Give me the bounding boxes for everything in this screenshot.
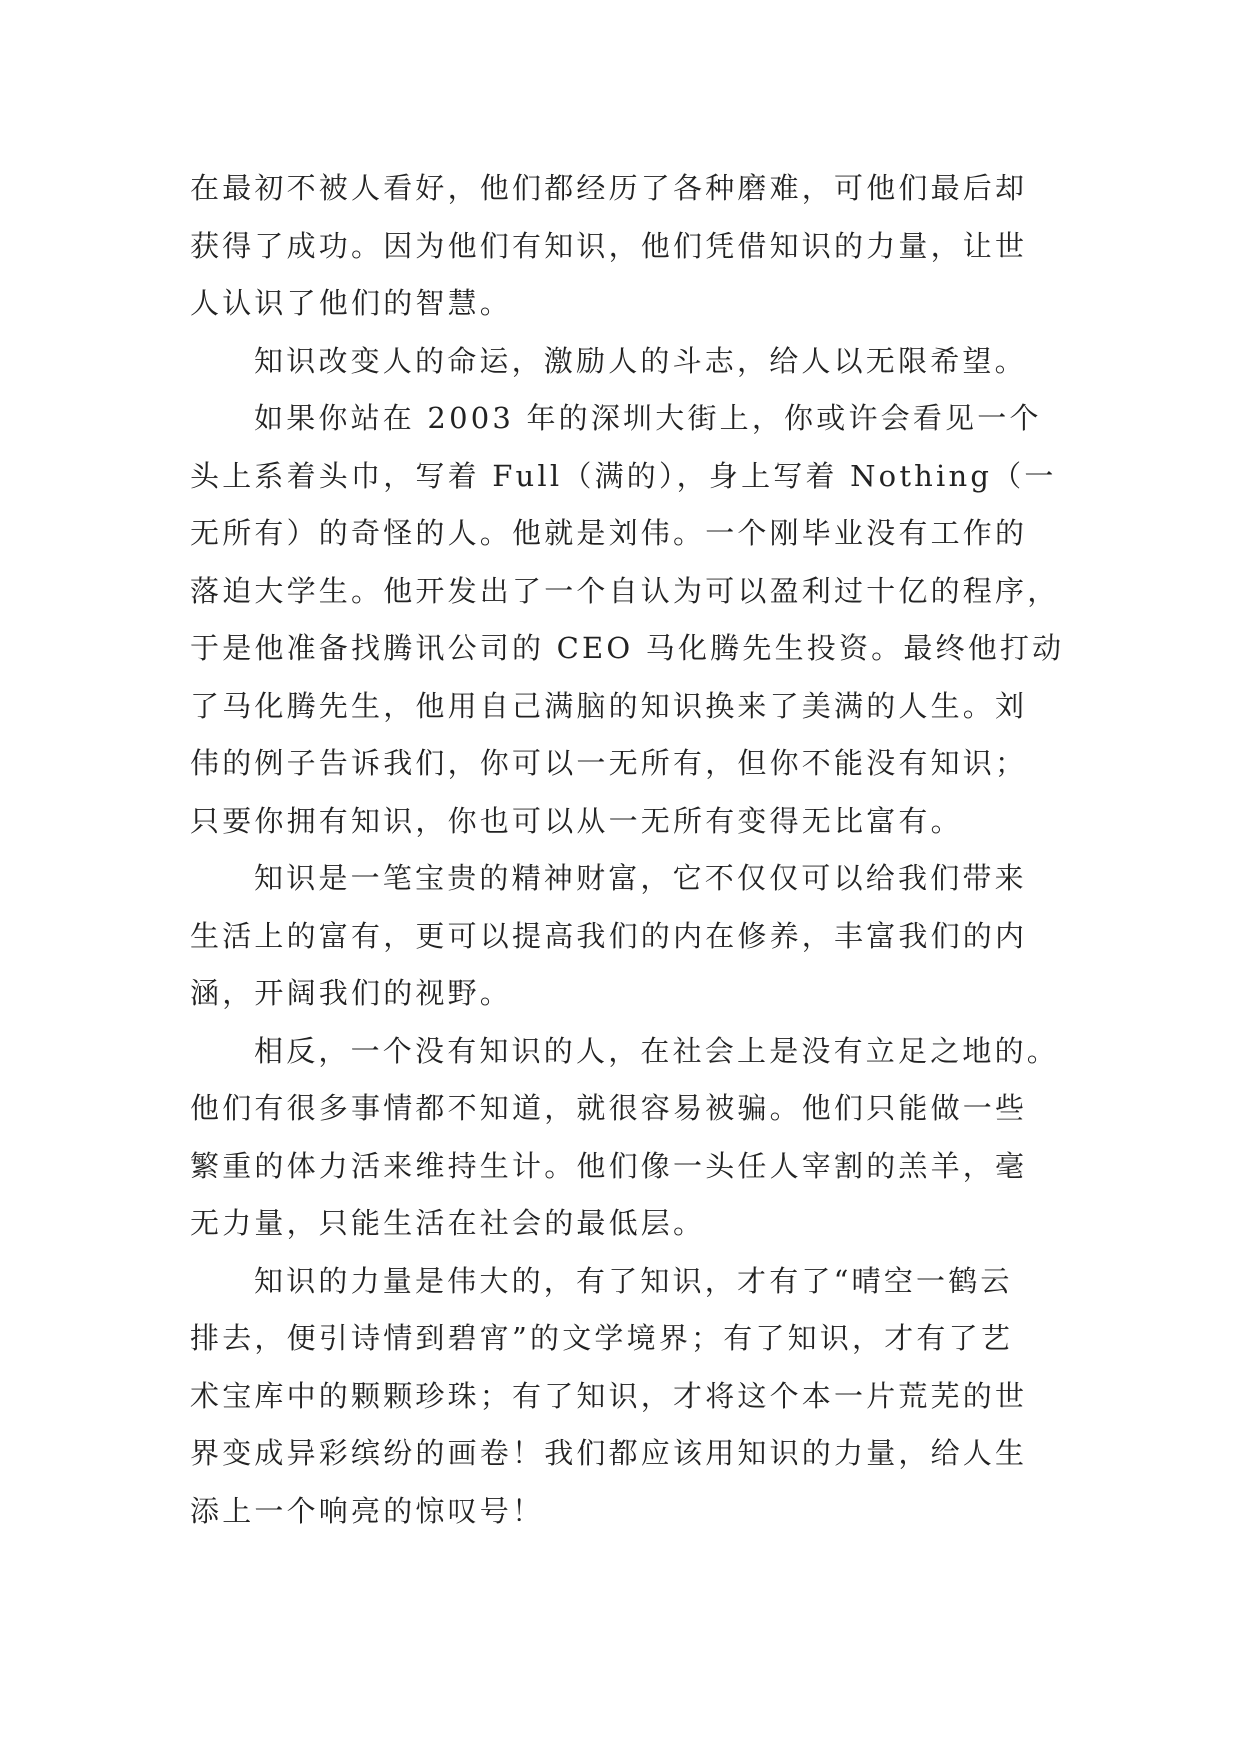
text-line: 获得了成功。因为他们有知识，他们凭借知识的力量，让世 [190, 228, 1028, 263]
text-line: 生活上的富有，更可以提高我们的内在修养，丰富我们的内 [190, 918, 1028, 953]
text-line: 无力量，只能生活在社会的最低层。 [190, 1206, 706, 1240]
text-line: 界变成异彩缤纷的画卷！我们都应该用知识的力量，给人生 [190, 1436, 1028, 1470]
body-text [190, 160, 1070, 1540]
text-line: 伟的例子告诉我们，你可以一无所有，但你不能没有知识； [190, 746, 1028, 780]
text-line: 他们有很多事情都不知道，就很容易被骗。他们只能做一些 [190, 1091, 1028, 1125]
text-line: 繁重的体力活来维持生计。他们像一头任人宰割的羔羊，毫 [190, 1148, 1028, 1183]
text-line: 术宝库中的颗颗珍珠；有了知识，才将这个本一片荒芜的世 [190, 1378, 1028, 1413]
text-line: 了马化腾先生，他用自己满脑的知识换来了美满的人生。刘 [190, 688, 1028, 723]
text-line: 知识的力量是伟大的，有了知识，才有了“晴空一鹤云 [254, 1263, 1013, 1298]
text-line: 知识是一笔宝贵的精神财富，它不仅仅可以给我们带来 [254, 861, 1027, 895]
text-line: 人认识了他们的智慧。 [190, 286, 513, 320]
text-line: 添上一个响亮的惊叹号！ [190, 1493, 545, 1528]
text-line: 于是他准备找腾讯公司的 CEO 马化腾先生投资。最终他打动 [190, 631, 1065, 665]
text-line: 只要你拥有知识，你也可以从一无所有变得无比富有。 [190, 803, 963, 838]
text-line: 头上系着头巾，写着 Full（满的），身上写着 Nothing（一 [190, 458, 1057, 493]
text-line: 知识改变人的命运，激励人的斗志，给人以无限希望。 [254, 343, 1027, 378]
text-line: 相反，一个没有知识的人，在社会上是没有立足之地的。 [254, 1033, 1060, 1068]
text-line: 在最初不被人看好，他们都经历了各种磨难，可他们最后却 [190, 171, 1028, 205]
text-line: 如果你站在 2003 年的深圳大街上，你或许会看见一个 [254, 401, 1042, 435]
text-line: 排去，便引诗情到碧宵”的文学境界；有了知识，才有了艺 [190, 1321, 1014, 1355]
text-line: 无所有）的奇怪的人。他就是刘伟。一个刚毕业没有工作的 [190, 516, 1028, 550]
text-line: 涵，开阔我们的视野。 [190, 976, 513, 1010]
text-line: 落迫大学生。他开发出了一个自认为可以盈利过十亿的程序， [190, 573, 1060, 608]
